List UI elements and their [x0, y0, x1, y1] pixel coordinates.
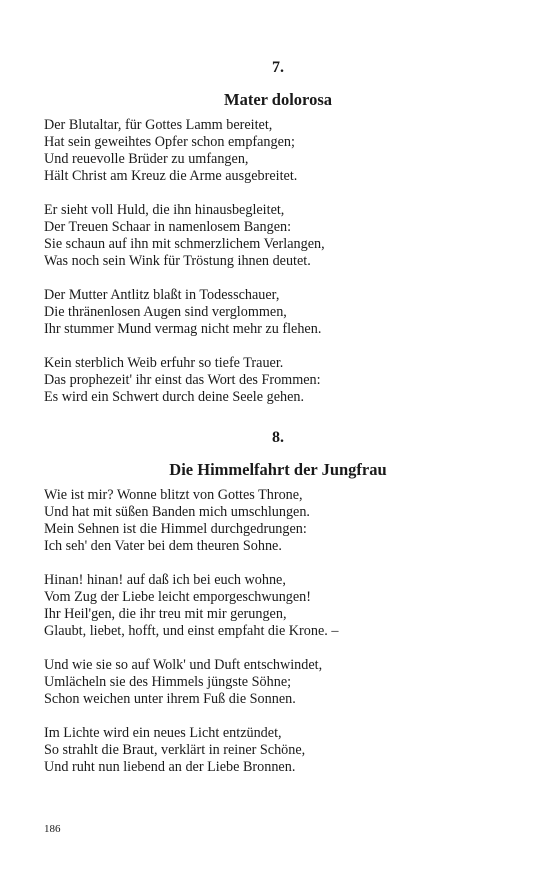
verse-line: Hat sein geweihtes Opfer schon empfangen;: [44, 134, 295, 150]
verse-line: Umlächeln sie des Himmels jüngste Söhne;: [44, 674, 292, 690]
verse-line: Und ruht nun liebend an der Liebe Bronnen.: [44, 759, 296, 775]
verse-line: Der Treuen Schaar in namenlosem Bangen:: [44, 219, 292, 235]
verse-line: Ihr Heil'gen, die ihr treu mit mir gerungen,: [44, 606, 287, 622]
stanza: [44, 117, 512, 185]
stanza: [44, 202, 512, 270]
verse-line: Hält Christ am Kreuz die Arme ausgebreitet.: [44, 168, 298, 184]
verse-line: Im Lichte wird ein neues Licht entzündet,: [44, 725, 282, 741]
verse-line: Kein sterblich Weib erfuhr so tiefe Trauer.: [44, 355, 284, 371]
verse-line: Das prophezeit' ihr einst das Wort des Frommen:: [44, 372, 321, 388]
verse-line: Schon weichen unter ihrem Fuß die Sonnen.: [44, 691, 296, 707]
poem-number: 8.: [272, 429, 284, 446]
verse-line: Sie schaun auf ihn mit schmerzlichem Verlangen,: [44, 236, 325, 252]
verse-line: Er sieht voll Huld, die ihn hinausbegleitet,: [44, 202, 285, 218]
verse-line: Ich seh' den Vater bei dem theuren Sohne.: [44, 538, 282, 554]
poem-8: [44, 428, 512, 776]
stanza: [44, 657, 512, 708]
verse-line: Mein Sehnen ist die Himmel durchgedrungen:: [44, 521, 307, 537]
verse-line: Der Blutaltar, für Gottes Lamm bereitet,: [44, 117, 273, 133]
verse-line: Und wie sie so auf Wolk' und Duft entschwindet,: [44, 657, 323, 673]
verse-line: Ihr stummer Mund vermag nicht mehr zu flehen.: [44, 321, 322, 337]
verse-line: Und hat mit süßen Banden mich umschlungen.: [44, 504, 310, 520]
verse-line: Wie ist mir? Wonne blitzt von Gottes Throne,: [44, 487, 303, 503]
verse-line: Der Mutter Antlitz blaßt in Todesschauer,: [44, 287, 280, 303]
page-number: 186: [44, 823, 61, 835]
verse-line: Und reuevolle Brüder zu umfangen,: [44, 151, 249, 167]
verse-line: Vom Zug der Liebe leicht emporgeschwungen!: [44, 589, 311, 605]
verse-line: Glaubt, liebet, hofft, und einst empfaht die Krone. –: [44, 623, 339, 639]
verse-line: Was noch sein Wink für Tröstung ihnen deutet.: [44, 253, 311, 269]
poem-title: Die Himmelfahrt der Jungfrau: [169, 460, 387, 479]
stanza: [44, 572, 512, 640]
stanza: [44, 355, 512, 406]
stanza: [44, 487, 512, 555]
poem-number: 7.: [272, 59, 284, 76]
poem-7: [44, 58, 512, 406]
poem-title: Mater dolorosa: [224, 90, 332, 109]
verse-line: Die thränenlosen Augen sind verglommen,: [44, 304, 287, 320]
stanza: [44, 725, 512, 776]
verse-line: Hinan! hinan! auf daß ich bei euch wohne,: [44, 572, 286, 588]
stanza: [44, 287, 512, 338]
verse-line: So strahlt die Braut, verklärt in reiner Schöne,: [44, 742, 306, 758]
verse-line: Es wird ein Schwert durch deine Seele gehen.: [44, 389, 305, 405]
